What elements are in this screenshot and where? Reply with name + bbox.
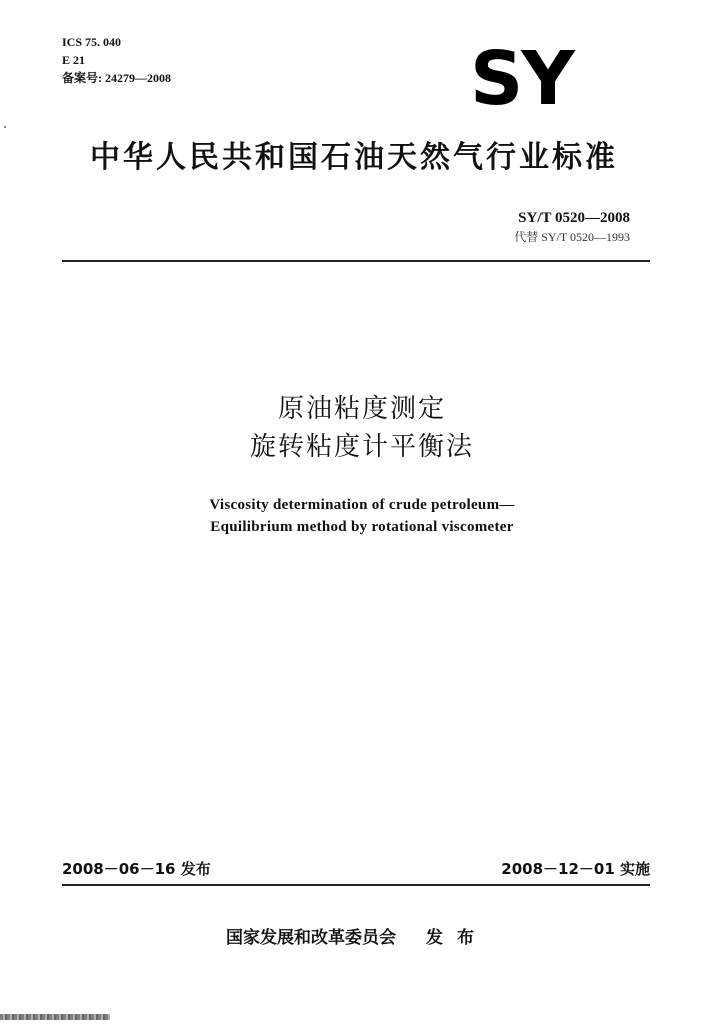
footer-divider (62, 884, 650, 886)
scan-artifact (0, 1014, 110, 1020)
issue-date: 2008－06－16 发布 (62, 860, 211, 878)
english-title-line2: Equilibrium method by rotational viscometer (210, 519, 514, 535)
publisher-name: 国家发展和改革委员会 (226, 928, 396, 948)
header-divider (62, 260, 650, 262)
filing-number: 备案号: 24279—2008 (62, 71, 171, 85)
chinese-title (0, 390, 724, 466)
english-title (0, 494, 724, 538)
publisher-line (226, 926, 488, 950)
scan-speck (4, 126, 6, 128)
sy-logo: SY (470, 36, 573, 122)
standard-number-block (514, 208, 630, 246)
chinese-title-line1: 原油粘度测定 (277, 394, 446, 424)
standard-number: SY/T 0520—2008 (518, 210, 630, 226)
replaces-standard: 代替 SY/T 0520—1993 (514, 230, 630, 244)
english-title-line1: Viscosity determination of crude petroleum— (209, 497, 515, 513)
effective-date: 2008－12－01 实施 (501, 860, 650, 878)
ics-code: ICS 75. 040 (62, 35, 122, 49)
classification-block (62, 33, 171, 87)
ccs-code: E 21 (62, 53, 86, 67)
publish-action: 发布 (426, 928, 488, 948)
agency-title: 中华人民共和国石油天然气行业标准 (90, 140, 618, 175)
chinese-title-line2: 旋转粘度计平衡法 (249, 432, 474, 462)
